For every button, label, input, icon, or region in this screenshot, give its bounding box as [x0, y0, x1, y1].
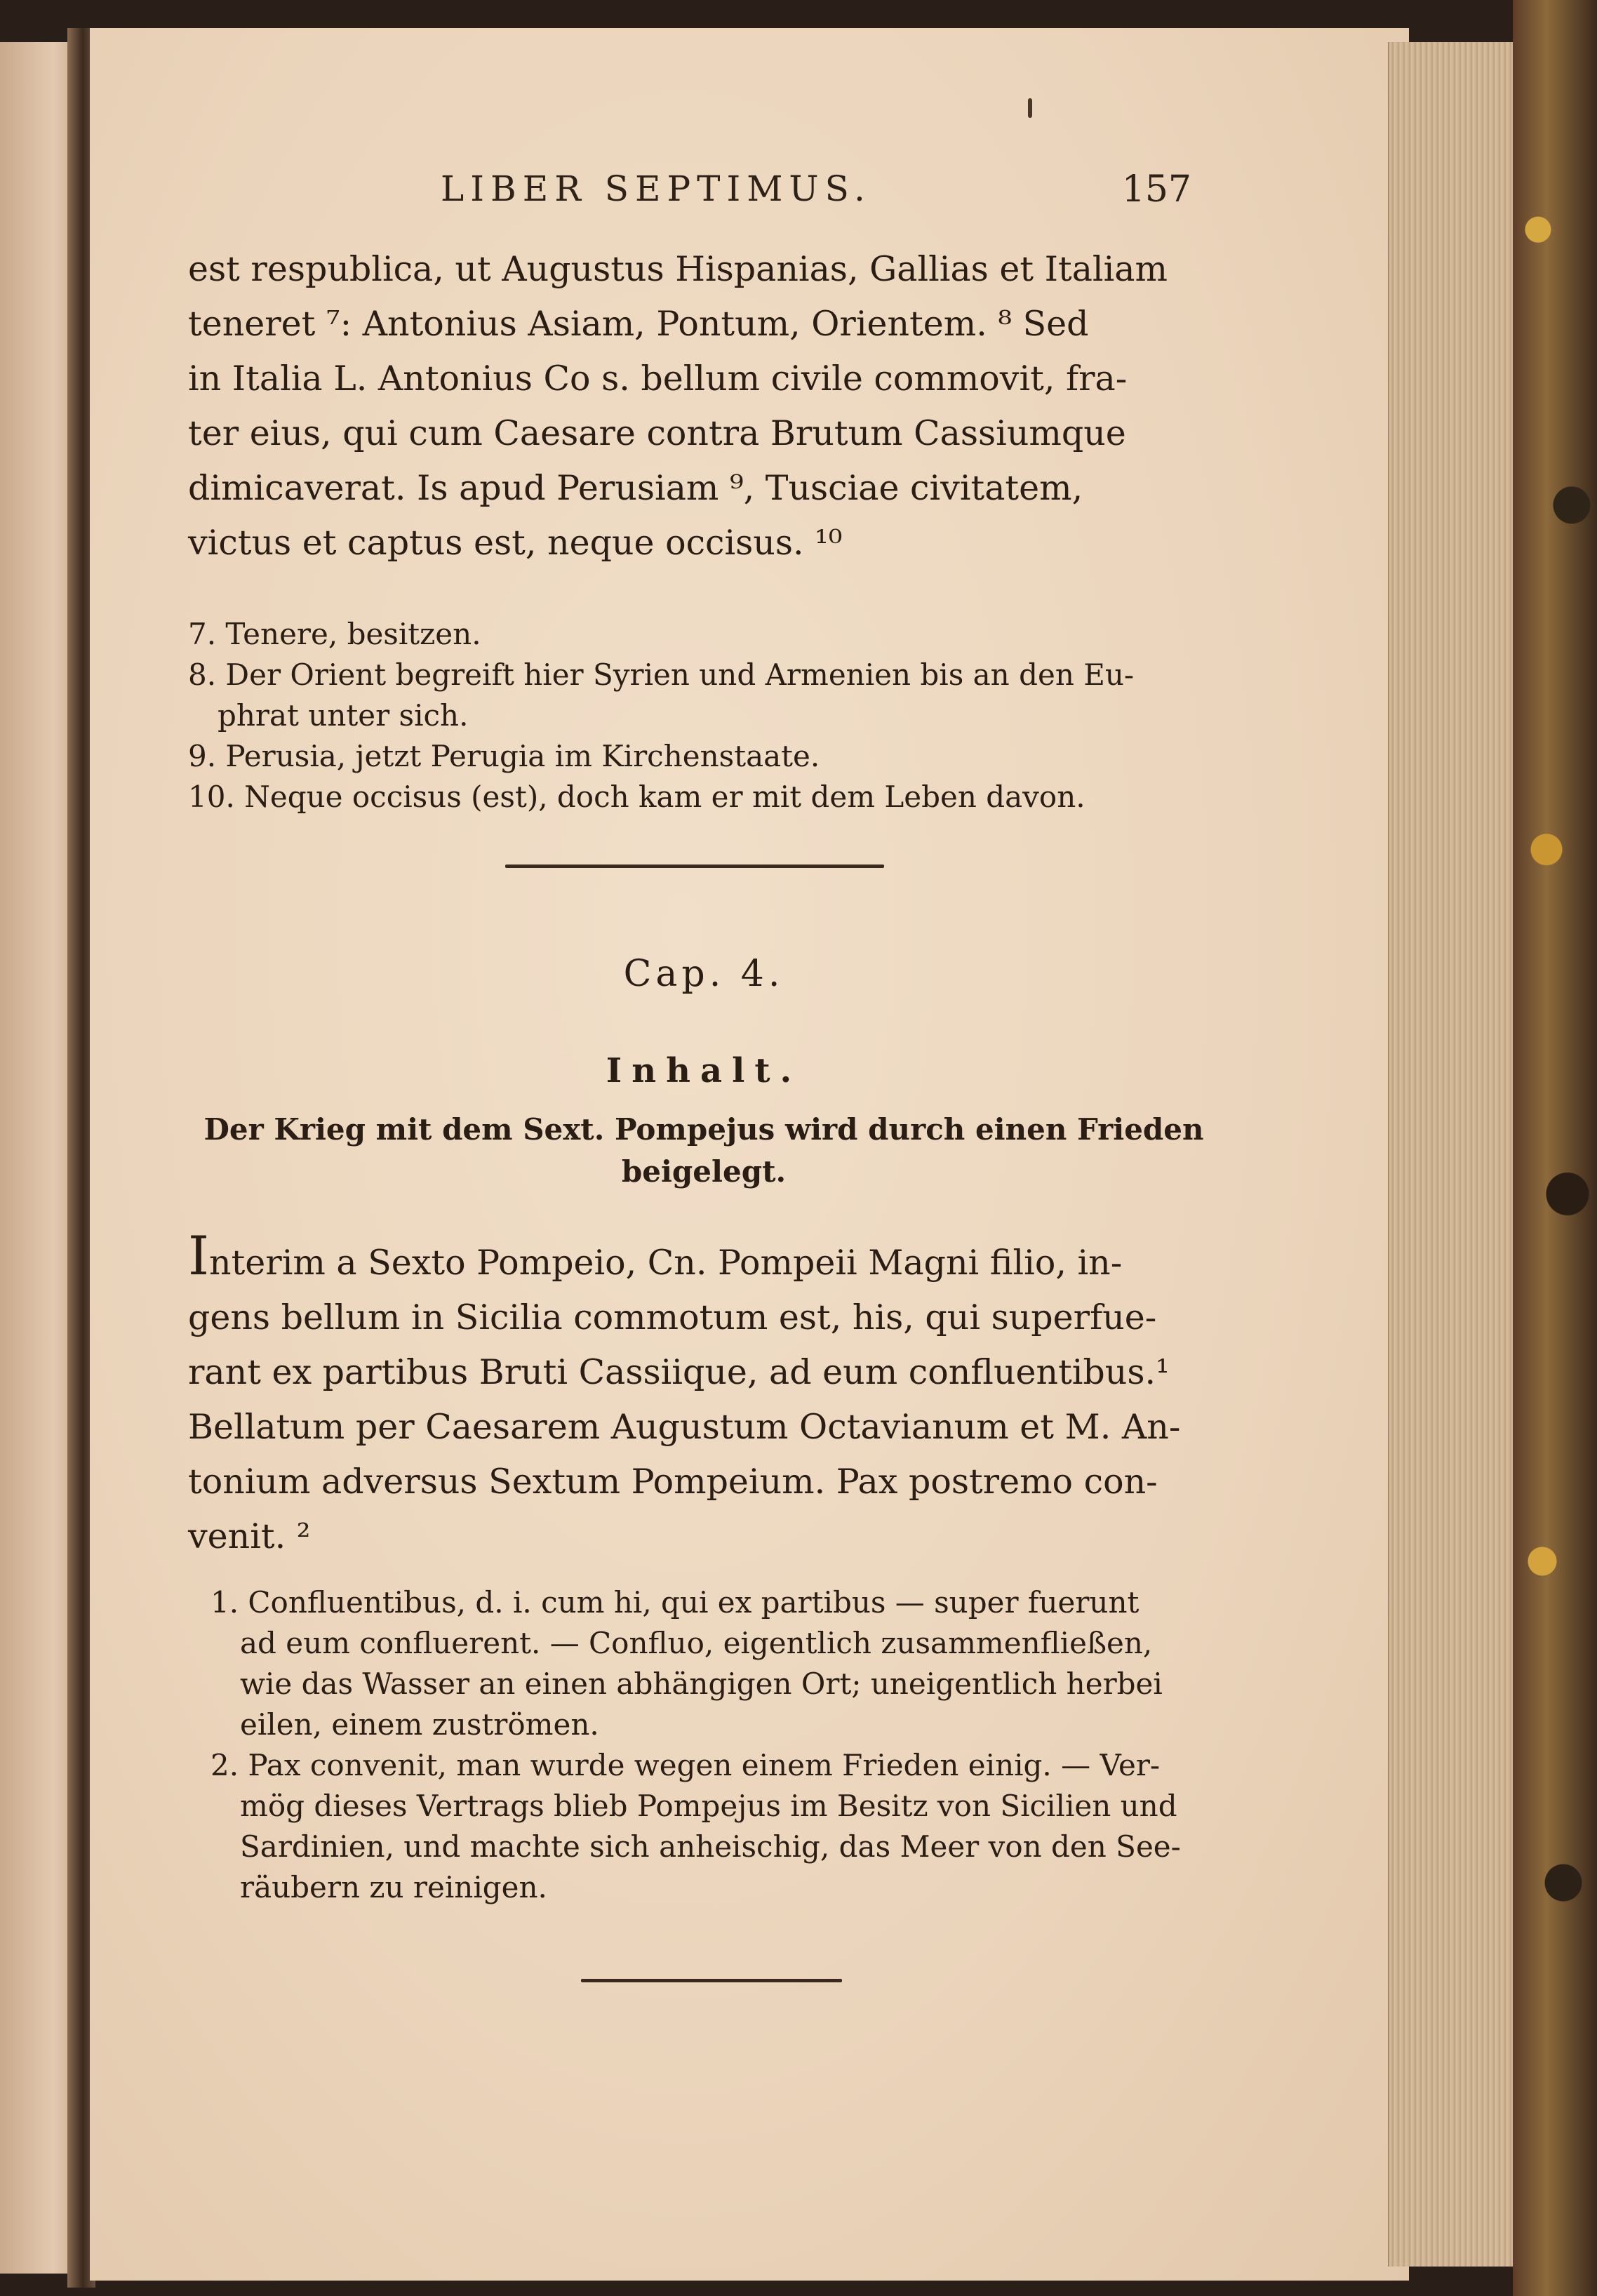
footnote-1-continued: ad eum confluerent. — Confluo, eigentlich zusammenfließen, [240, 1626, 1153, 1660]
text-line: Bellatum per Caesarem Augustum Octavianum et M. An- [188, 1407, 1181, 1447]
end-divider [581, 1979, 842, 1982]
footnote-9: 9. Perusia, jetzt Perugia im Kirchenstaate. [188, 739, 820, 773]
marbled-cover [1513, 0, 1597, 2296]
summary-line: Der Krieg mit dem Sext. Pompejus wird durch einen Frieden [203, 1112, 1204, 1147]
text-line: dimicaverat. Is apud Perusiam ⁹, Tusciae civitatem, [188, 468, 1083, 508]
footnote-2-continued: räubern zu reinigen. [240, 1870, 547, 1904]
footnote-2: 2. Pax convenit, man wurde wegen einem Frieden einig. — Ver- [211, 1748, 1161, 1782]
page-header [188, 168, 1220, 225]
page-number: 157 [1121, 168, 1191, 211]
contents-label: Inhalt. [606, 1051, 802, 1090]
running-title: LIBER SEPTIMUS. [441, 168, 871, 209]
page-block-edges [1388, 42, 1514, 2267]
text-line: rant ex partibus Bruti Cassiique, ad eum confluentibus.¹ [188, 1352, 1170, 1392]
text-line: gens bellum in Sicilia commotum est, his, qui superfue- [188, 1297, 1157, 1337]
footnote-7: 7. Tenere, besitzen. [188, 617, 481, 651]
text-line: venit. ² [188, 1516, 311, 1556]
chapter-heading: Cap. 4. [623, 953, 784, 995]
text-line: tonium adversus Sextum Pompeium. Pax postremo con- [188, 1462, 1158, 1502]
text-line: victus et captus est, neque occisus. ¹⁰ [188, 523, 843, 563]
footnotes-1 [188, 614, 1220, 817]
footnote-8: 8. Der Orient begreift hier Syrien und Armenien bis an den Eu- [188, 658, 1135, 692]
footnote-2-continued: Sardinien, und machte sich anheischig, das Meer von den See- [240, 1829, 1181, 1864]
line-rest: nterim a Sexto Pompeio, Cn. Pompeii Magni filio, in- [209, 1243, 1123, 1283]
footnote-10: 10. Neque occisus (est), doch kam er mit dem Leben davon. [188, 780, 1085, 814]
paper-mark [1028, 98, 1032, 118]
text-line: teneret ⁷: Antonius Asiam, Pontum, Orientem. ⁸ Sed [188, 304, 1089, 344]
initial-letter: I [188, 1224, 210, 1287]
footnote-2-continued: mög dieses Vertrags blieb Pompejus im Besitz von Sicilien und [240, 1789, 1177, 1823]
left-page-edge [0, 42, 76, 2274]
text-line: in Italia L. Antonius Co s. bellum civile commovit, fra- [188, 359, 1128, 399]
footnote-1-continued: wie das Wasser an einen abhängigen Ort; uneigentlich herbei [240, 1667, 1163, 1701]
chapter-summary [188, 1109, 1220, 1193]
text-line: est respublica, ut Augustus Hispanias, Gallias et Italiam [188, 249, 1168, 289]
summary-line: beigelegt. [621, 1154, 787, 1189]
section-divider [505, 865, 884, 868]
footnote-1: 1. Confluentibus, d. i. cum hi, qui ex partibus — super fuerunt [211, 1585, 1140, 1620]
text-line: ter eius, qui cum Caesare contra Brutum Cassiumque [188, 413, 1126, 453]
footnotes-2 [211, 1582, 1235, 1908]
footnote-1-continued: eilen, einem zuströmen. [240, 1707, 599, 1742]
footnote-8-continued: phrat unter sich. [218, 698, 469, 733]
paragraph-2 [188, 1224, 1220, 1564]
text-line [188, 1224, 1220, 1290]
paragraph-1 [188, 242, 1220, 570]
